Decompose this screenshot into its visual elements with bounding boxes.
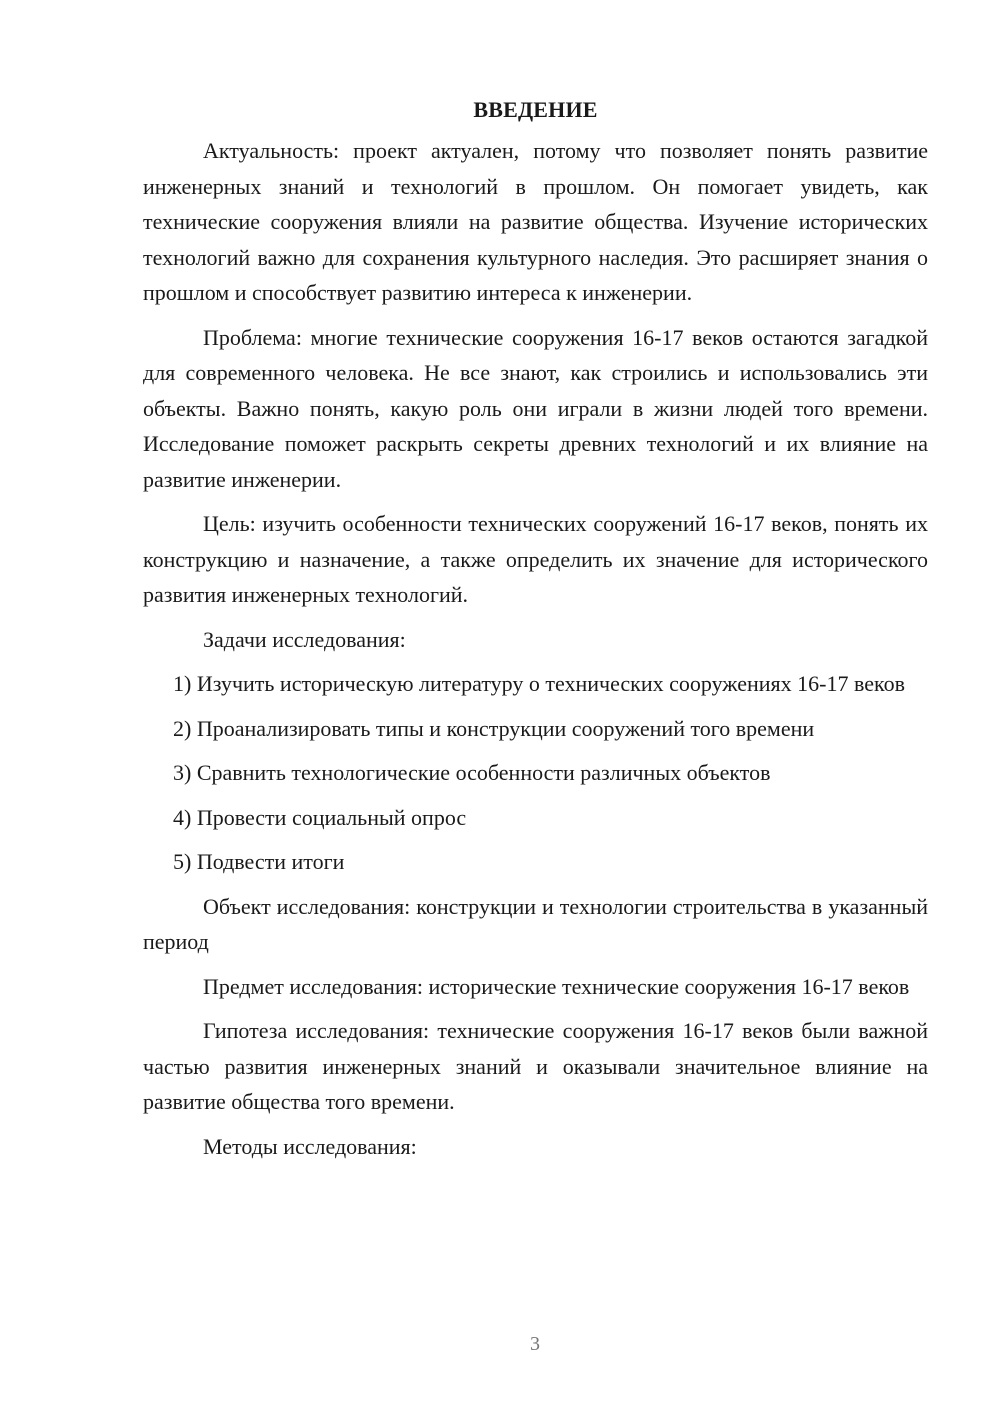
task-item-5: 5) Подвести итоги (173, 849, 345, 874)
object-paragraph: Объект исследования: конструкции и технологии строительства в указанный период (143, 893, 928, 954)
relevance-paragraph: Актуальность: проект актуален, потому что позволяет понять развитие инженерных знаний и технологий в прошлом. Он помогает увидеть, как технические сооружения влияли на развитие общества. Изучение исторических технологий важно для сохранения культурного наследия. Это расширяет знания о прошлом и способствует развитию интереса к инженерии. (143, 138, 928, 305)
hypothesis-paragraph: Гипотеза исследования: технические сооружения 16-17 веков были важной частью развития инженерных знаний и оказывали значительное влияние на развитие общества того времени. (143, 1018, 928, 1114)
subject-paragraph: Предмет исследования: исторические технические сооружения 16-17 веков (203, 973, 910, 999)
task-item-1: 1) Изучить историческую литературу о технических сооружениях 16-17 веков (173, 671, 905, 696)
page-number: 3 (530, 1333, 540, 1355)
problem-paragraph: Проблема: многие технические сооружения 16-17 веков остаются загадкой для современного человека. Не все знают, как строились и использовались эти объекты. Важно понять, какую роль они играли в жизни людей того времени. Исследование поможет раскрыть секреты древних технологий и их влияние на развитие инженерии. (143, 324, 928, 492)
task-item-4: 4) Провести социальный опрос (173, 804, 467, 830)
methods-heading: Методы исследования: (203, 1133, 417, 1159)
tasks-heading: Задачи исследования: (203, 626, 406, 652)
page-title: ВВЕДЕНИЕ (473, 97, 598, 122)
task-item-2: 2) Проанализировать типы и конструкции сооружений того времени (173, 715, 815, 741)
task-item-3: 3) Сравнить технологические особенности различных объектов (173, 760, 771, 785)
goal-paragraph: Цель: изучить особенности технических сооружений 16-17 веков, понять их конструкцию и назначение, а также определить их значение для исторического развития инженерных технологий. (143, 511, 928, 607)
page-content (143, 93, 928, 1173)
